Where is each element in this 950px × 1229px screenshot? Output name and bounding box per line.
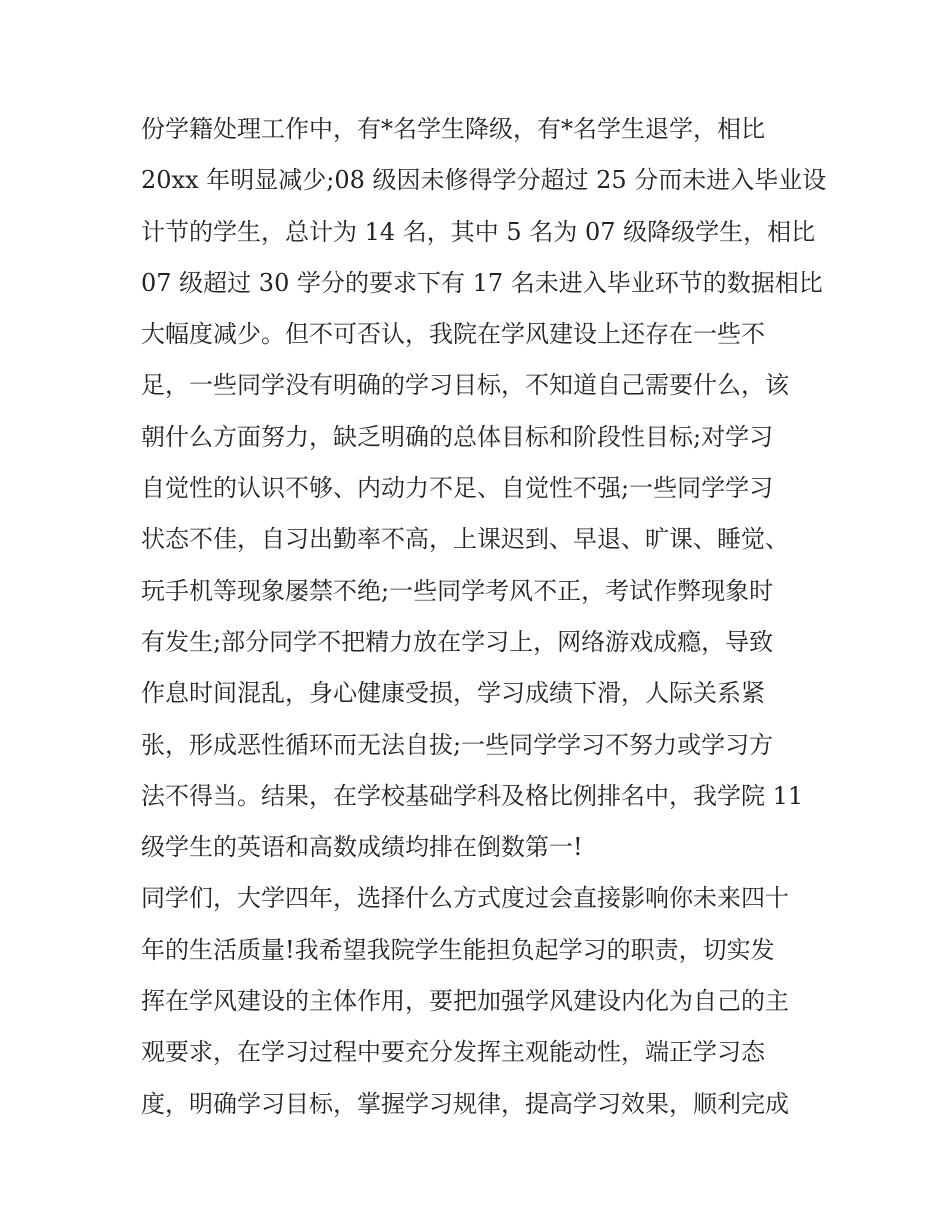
- text-line: 自觉性的认识不够、内动力不足、自觉性不强;一些同学学习: [141, 474, 774, 503]
- text-line: 张，形成恶性循环而无法自拔;一些同学学习不努力或学习方: [141, 730, 774, 759]
- text-line: 同学们，大学四年，选择什么方式度过会直接影响你未来四十: [141, 884, 789, 913]
- text-line: 大幅度减少。但不可否认，我院在学风建设上还存在一些不: [141, 320, 765, 349]
- body-text: [141, 104, 827, 1130]
- text-line: 有发生;部分同学不把精力放在学习上，网络游戏成瘾，导致: [141, 627, 774, 656]
- text-line: 朝什么方面努力，缺乏明确的总体目标和阶段性目标;对学习: [141, 422, 774, 451]
- text-line: 级学生的英语和高数成绩均排在倒数第一!: [141, 833, 583, 862]
- text-line: 玩手机等现象屡禁不绝;一些同学考风不正，考试作弊现象时: [141, 576, 774, 605]
- text-line: 法不得当。结果，在学校基础学科及格比例排名中，我学院 11: [141, 781, 804, 810]
- text-line: 计节的学生，总计为 14 名，其中 5 名为 07 级降级学生，相比: [141, 217, 816, 246]
- text-line: 年的生活质量!我希望我院学生能担负起学习的职责，切实发: [141, 935, 775, 964]
- text-line: 足，一些同学没有明确的学习目标，不知道自己需要什么，该: [141, 371, 789, 400]
- text-line: 观要求，在学习过程中要充分发挥主观能动性，端正学习态: [141, 1038, 765, 1067]
- text-line: 状态不佳，自习出勤率不高，上课迟到、早退、旷课、睡觉、: [141, 525, 789, 554]
- text-line: 挥在学风建设的主体作用，要把加强学风建设内化为自己的主: [141, 987, 789, 1016]
- text-line: 20xx 年明显减少;08 级因未修得学分超过 25 分而未进入毕业设: [141, 166, 827, 195]
- text-line: 度，明确学习目标，掌握学习规律，提高学习效果，顺利完成: [141, 1089, 789, 1118]
- text-line: 份学籍处理工作中，有*名学生降级，有*名学生退学，相比: [141, 115, 765, 143]
- text-line: 作息时间混乱，身心健康受损，学习成绩下滑，人际关系紧: [141, 679, 765, 708]
- text-line: 07 级超过 30 学分的要求下有 17 名未进入毕业环节的数据相比: [141, 268, 823, 297]
